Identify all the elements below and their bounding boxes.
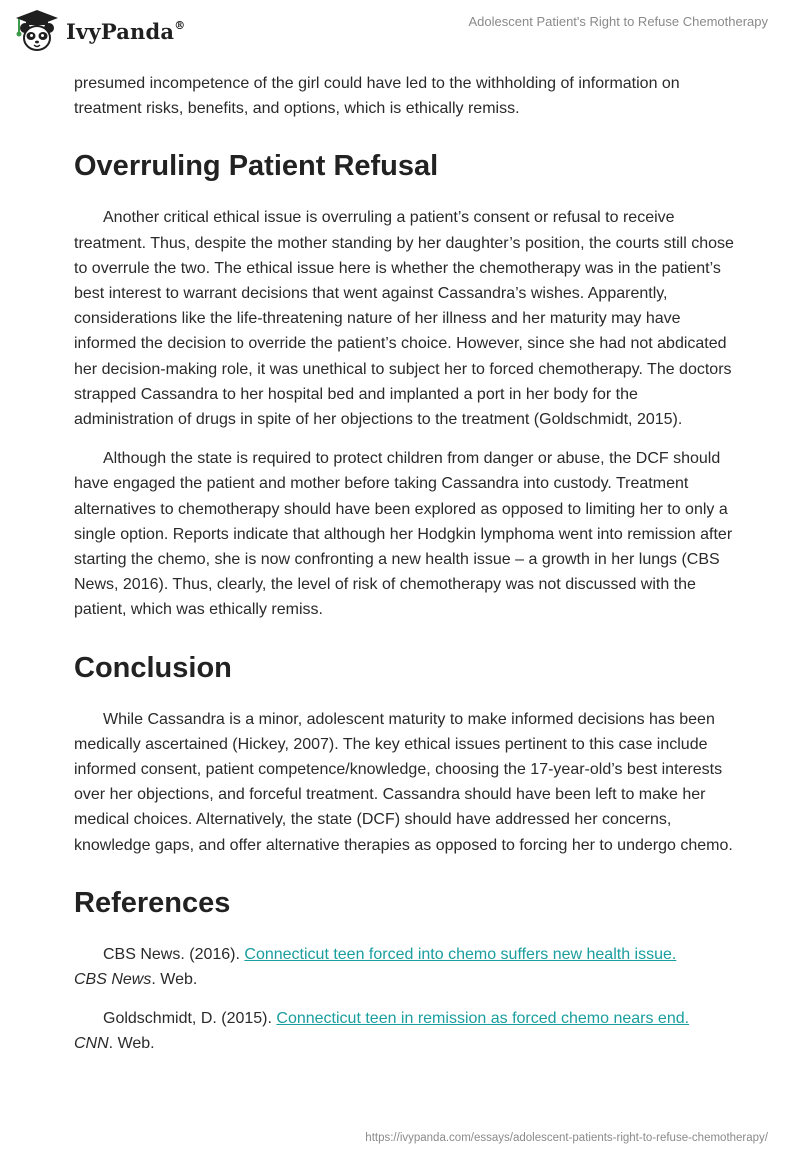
section-heading-overruling: Overruling Patient Refusal [74,150,439,183]
brand-name: IvyPanda® [66,18,186,44]
essay-content [74,71,734,1071]
document-title: Adolescent Patient's Right to Refuse Chemotherapy [468,14,768,29]
reference-link[interactable]: Connecticut teen forced into chemo suffers new health issue. [244,945,677,963]
reference-item: Goldschmidt, D. (2015). Connecticut teen in remission as forced chemo nears end. CNN. Web. [74,1010,690,1053]
section-heading-references: References [74,886,231,919]
page-header [0,0,800,70]
reference-item: CBS News. (2016). Connecticut teen forced into chemo suffers new health issue. CBS News. Web. [74,945,677,989]
reference-source: CNN [74,1035,109,1053]
reference-link[interactable]: Connecticut teen in remission as forced chemo nears end. [276,1010,690,1028]
intro-paragraph: presumed incompetence of the girl could have led to the withholding of information on treatment risks, benefits, and options, which is ethically remiss. [74,75,680,118]
body-paragraph: Another critical ethical issue is overruling a patient’s consent or refusal to receive treatment. Thus, despite the mother standing by her daughter’s position, the courts still chose to overrule the two. The ethical issue here is whether the chemotherapy was in the patient’s best interest to warrant decisions that went against Cassandra’s wishes. Apparently, considerations like the life-threatening nature of her illness and her maturity may have informed the decision to override the patient’s choice. However, since she had not abdicated her decision-making role, it was unethical to subject her to forced chemotherapy. The doctors strapped Cassandra to her hospital bed and implanted a port in her body for the administration of drugs in spite of her objections to the treatment (Goldschmidt, 2015). [74,209,734,429]
body-paragraph: Although the state is required to protect children from danger or abuse, the DCF should have engaged the patient and mother before taking Cassandra into custody. Treatment alternatives to chemotherapy should have been explored as opposed to limiting her to only a single option. Reports indicate that although her Hodgkin lymphoma went into remission after starting the chemo, she is now confronting a new health issue – a growth in her lungs (CBS News, 2016). Thus, clearly, the level of risk of chemotherapy was not discussed with the patient, which was ethically remiss. [74,450,733,619]
panda-logo-icon [14,8,60,54]
footer-url: https://ivypanda.com/essays/adolescent-patients-right-to-refuse-chemotherapy/ [365,1132,768,1144]
ivypanda-logo[interactable] [14,8,185,54]
reference-source: CBS News [74,971,152,989]
body-paragraph: While Cassandra is a minor, adolescent maturity to make informed decisions has been medically ascertained (Hickey, 2007). The key ethical issues pertinent to this case include informed consent, patient competence/knowledge, choosing the 17-year-old’s best interests over her objections, and forceful treatment. Cassandra should have been left to make her medical choices. Alternatively, the state (DCF) should have addressed her concerns, knowledge gaps, and offer alternative therapies as opposed to forcing her to undergo chemo. [74,710,733,854]
section-heading-conclusion: Conclusion [74,651,232,684]
